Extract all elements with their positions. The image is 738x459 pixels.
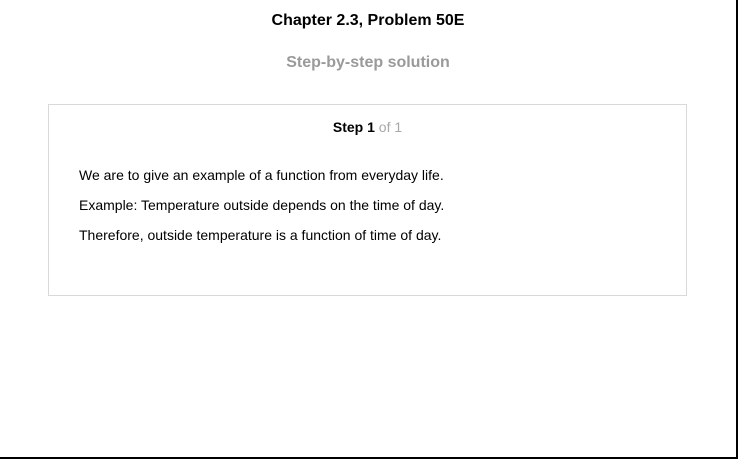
solution-subtitle: Step-by-step solution <box>286 54 450 71</box>
step-label: Step 1 <box>332 119 375 135</box>
step-content <box>79 166 669 256</box>
step-card <box>48 104 687 296</box>
step-number: 1 <box>367 119 375 135</box>
step-text-line: Example: Temperature outside depends on the time of day. <box>79 197 445 213</box>
step-total: of 1 <box>378 119 403 135</box>
step-text-line: We are to give an example of a function from everyday life. <box>79 167 444 183</box>
step-text-line: Therefore, outside temperature is a function of time of day. <box>79 227 442 243</box>
page-title: Chapter 2.3, Problem 50E <box>271 12 465 29</box>
step-header <box>49 118 686 136</box>
